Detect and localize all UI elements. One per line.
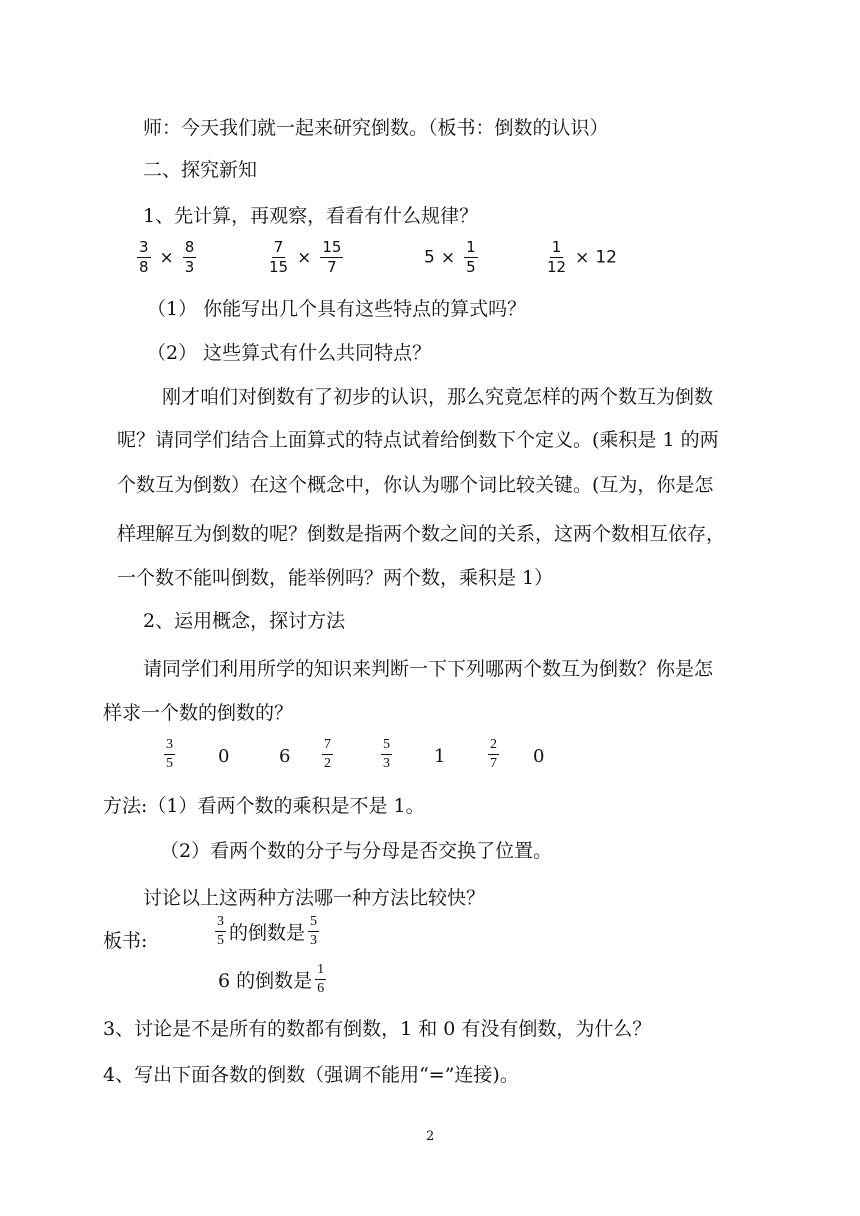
fraction-numerator: 3	[164, 738, 175, 755]
board-text: 的倒数是	[229, 922, 306, 944]
page-number: 2	[426, 1129, 435, 1144]
paragraph-line: 个数互为倒数）在这个概念中，你认为哪个词比较关键。(互为，你是怎	[117, 474, 714, 496]
number-item	[485, 738, 502, 771]
times-sign: ×	[440, 247, 456, 268]
board-label: 板书:	[103, 930, 148, 952]
number-item	[161, 738, 178, 771]
fraction-numerator: 8	[184, 238, 195, 256]
paragraph-line: 样理解互为倒数的呢？倒数是指两个数之间的关系，这两个数相互依存，	[117, 523, 726, 545]
whole-number: 12	[595, 247, 617, 268]
fraction-denominator: 5	[217, 933, 224, 948]
fraction-numerator: 7	[322, 738, 333, 755]
fraction-denominator: 2	[324, 756, 331, 771]
fraction-numerator: 1	[315, 963, 326, 980]
expression-3	[424, 240, 481, 275]
paragraph-line: 请同学们利用所学的知识来判断一下下列哪两个数互为倒数？你是怎	[143, 658, 714, 680]
paragraph-line: 呢？请同学们结合上面算式的特点试着给倒数下个定义。(乘积是 1 的两	[117, 429, 719, 451]
times-sign: ×	[575, 247, 590, 268]
fraction-numerator: 5	[308, 915, 319, 932]
discussion-line: 讨论以上这两种方法哪一种方法比较快？	[143, 887, 486, 909]
fraction-denominator: 7	[327, 258, 337, 276]
method-1: 方法:（1）看两个数的乘积是不是 1。	[103, 795, 425, 817]
times-sign: ×	[297, 247, 312, 268]
paragraph-line: 一个数不能叫倒数，能举例吗？两个数，乘积是 1）	[117, 567, 554, 589]
teacher-line: 师：今天我们就一起来研究倒数。（板书：倒数的认识）	[143, 117, 609, 139]
fraction-denominator: 3	[383, 756, 390, 771]
fraction-numerator: 15	[322, 238, 342, 256]
item-3-heading: 3、讨论是不是所有的数都有倒数，1 和 0 有没有倒数，为什么？	[103, 1018, 652, 1040]
number-item: 1	[434, 746, 446, 767]
times-sign: ×	[159, 247, 174, 268]
fraction-denominator: 12	[547, 258, 567, 276]
number-item: 0	[533, 746, 545, 767]
fraction-denominator: 3	[310, 933, 318, 948]
fraction-numerator: 5	[381, 738, 392, 755]
item-2-heading: 2、运用概念，探讨方法	[143, 610, 346, 632]
fraction-denominator: 7	[490, 756, 497, 771]
expression-1	[134, 240, 199, 275]
fraction-denominator: 8	[139, 258, 149, 276]
board-line-2	[218, 963, 329, 996]
paragraph-line: 样求一个数的倒数的？	[103, 702, 294, 724]
question-1: （1） 你能写出几个具有这些特点的算式吗？	[147, 298, 527, 320]
fraction-numerator: 7	[273, 238, 284, 256]
fraction-numerator: 2	[488, 738, 499, 755]
board-line-1	[212, 915, 322, 948]
expression-4	[544, 240, 617, 275]
number-item: 0	[218, 746, 230, 767]
question-2: （2） 这些算式有什么共同特点？	[147, 342, 432, 364]
item-4-heading: 4、写出下面各数的倒数（强调不能用“=”连接)。	[103, 1064, 519, 1086]
number-item: 6	[279, 746, 291, 767]
fraction-denominator: 5	[166, 756, 173, 771]
section-heading: 二、探究新知	[143, 159, 258, 181]
fraction-denominator: 6	[317, 981, 325, 996]
paragraph-line: 刚才咱们对倒数有了初步的认识，那么究竟怎样的两个数互为倒数	[162, 386, 714, 408]
number-item	[378, 738, 395, 771]
number-item	[319, 738, 336, 771]
fraction-numerator: 1	[551, 238, 562, 256]
board-text: 6 的倒数是	[218, 970, 313, 992]
fraction-numerator: 1	[466, 238, 476, 256]
method-2: （2）看两个数的分子与分母是否交换了位置。	[160, 840, 553, 862]
fraction-numerator: 3	[139, 238, 149, 256]
expression-2	[266, 240, 346, 275]
whole-number: 5	[424, 247, 435, 268]
item-1-heading: 1、先计算，再观察，看看有什么规律？	[143, 205, 479, 227]
fraction-denominator: 15	[269, 258, 289, 276]
fraction-numerator: 3	[215, 915, 226, 932]
fraction-denominator: 5	[466, 258, 476, 276]
fraction-denominator: 3	[184, 258, 195, 276]
